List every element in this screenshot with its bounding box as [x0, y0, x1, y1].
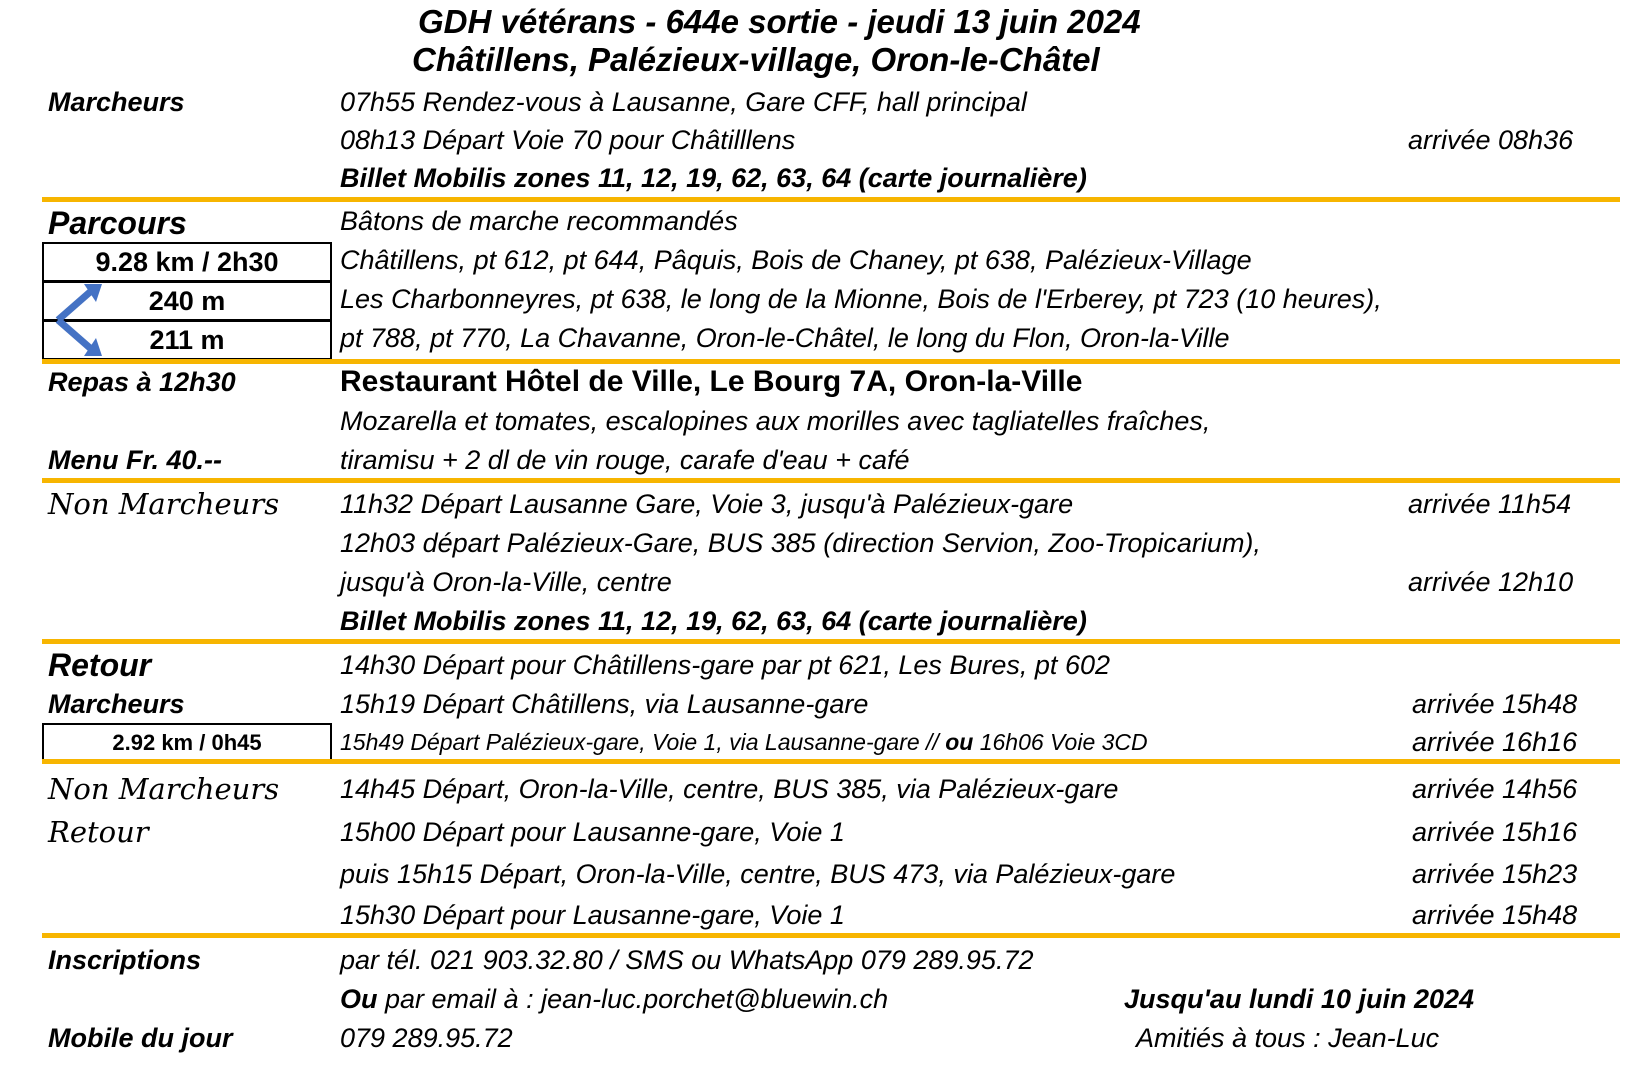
divider [42, 759, 1620, 764]
nm-retour-line-3: puis 15h15 Départ, Oron-la-Ville, centre, BUS 473, via Palézieux-gare [340, 859, 1176, 889]
parcours-distance: 9.28 km / 2h30 [95, 247, 279, 277]
mobile-number: 079 289.95.72 [340, 1023, 513, 1053]
non-marcheurs-line-1: 11h32 Départ Lausanne Gare, Voie 3, jusqu'à Palézieux-gare [340, 489, 1074, 519]
nm-retour-arrival-1: arrivée 14h56 [1412, 774, 1578, 804]
parcours-line-2: Châtillens, pt 612, pt 644, Pâquis, Bois de Chaney, pt 638, Palézieux-Village [340, 245, 1252, 275]
nm-retour-arrival-4: arrivée 15h48 [1412, 900, 1578, 930]
parcours-ascent: 240 m [148, 286, 226, 316]
section-label-marcheurs: Marcheurs [48, 87, 185, 117]
non-marcheurs-ticket: Billet Mobilis zones 11, 12, 19, 62, 63, 64 (carte journalière) [340, 606, 1087, 636]
nm-retour-line-4: 15h30 Départ pour Lausanne-gare, Voie 1 [340, 900, 845, 930]
retour-sublabel-marcheurs: Marcheurs [48, 689, 185, 719]
mobile-label: Mobile du jour [48, 1023, 233, 1053]
inscriptions-phone-line: par tél. 021 903.32.80 / SMS ou WhatsApp 079 289.95.72 [340, 945, 1034, 975]
menu-price: Menu Fr. 40.-- [48, 445, 223, 475]
elevation-arrows-icon [50, 282, 106, 358]
section-label-non-marcheurs-retour: Non Marcheurs [48, 772, 280, 806]
retour-distance-box [42, 723, 332, 763]
inscriptions-email: par email à : jean-luc.porchet@bluewin.ch [377, 984, 889, 1014]
non-marcheurs-arrival-1: arrivée 11h54 [1408, 489, 1572, 519]
retour-distance: 2.92 km / 0h45 [112, 730, 262, 755]
divider [42, 639, 1620, 644]
parcours-distance-box [42, 242, 332, 282]
retour-arrival-2: arrivée 15h48 [1412, 689, 1578, 719]
inscriptions-email-line [340, 983, 888, 1015]
parcours-line-1: Bâtons de marche recommandés [340, 206, 738, 236]
divider [42, 478, 1620, 483]
retour-line-2: 15h19 Départ Châtillens, via Lausanne-gare [340, 689, 869, 719]
nm-retour-line-1: 14h45 Départ, Oron-la-Ville, centre, BUS 385, via Palézieux-gare [340, 774, 1119, 804]
section-label-repas: Repas à 12h30 [48, 367, 236, 397]
section-label-parcours: Parcours [48, 205, 187, 241]
retour-line-3-part-1: 15h49 Départ Palézieux-gare, Voie 1, via Lausanne-gare // [340, 729, 946, 755]
marcheurs-ticket: Billet Mobilis zones 11, 12, 19, 62, 63, 64 (carte journalière) [340, 163, 1087, 193]
restaurant-name: Restaurant Hôtel de Ville, Le Bourg 7A, Oron-la-Ville [340, 365, 1083, 398]
retour-line-3-or: ou [945, 729, 974, 755]
menu-line-2: tiramisu + 2 dl de vin rouge, carafe d'eau + café [340, 445, 910, 475]
retour-line-3 [340, 726, 1148, 758]
nm-retour-line-2: 15h00 Départ pour Lausanne-gare, Voie 1 [340, 817, 845, 847]
marcheurs-arrival: arrivée 08h36 [1408, 125, 1574, 155]
signature: Amitiés à tous : Jean-Luc [1136, 1023, 1440, 1053]
nm-retour-arrival-2: arrivée 15h16 [1412, 817, 1578, 847]
retour-line-1: 14h30 Départ pour Châtillens-gare par pt 621, Les Bures, pt 602 [340, 650, 1110, 680]
divider [42, 933, 1620, 938]
section-label-non-marcheurs: Non Marcheurs [48, 487, 280, 521]
non-marcheurs-line-3: jusqu'à Oron-la-Ville, centre [340, 567, 672, 597]
title-line-2: Châtillens, Palézieux-village, Oron-le-Châtel [412, 41, 1100, 78]
non-marcheurs-line-2: 12h03 départ Palézieux-Gare, BUS 385 (direction Servion, Zoo-Tropicarium), [340, 528, 1261, 558]
marcheurs-line-1: 07h55 Rendez-vous à Lausanne, Gare CFF, hall principal [340, 87, 1027, 117]
inscriptions-or: Ou [340, 984, 378, 1014]
divider [42, 197, 1620, 202]
menu-line-1: Mozarella et tomates, escalopines aux morilles avec tagliatelles fraîches, [340, 406, 1211, 436]
section-label-inscriptions: Inscriptions [48, 945, 202, 975]
nm-retour-arrival-3: arrivée 15h23 [1412, 859, 1578, 889]
section-sublabel-retour: Retour [48, 815, 149, 849]
parcours-descent: 211 m [149, 325, 225, 355]
retour-arrival-3: arrivée 16h16 [1412, 727, 1578, 757]
retour-line-3-part-2: 16h06 Voie 3CD [973, 729, 1148, 755]
parcours-line-3: Les Charbonneyres, pt 638, le long de la Mionne, Bois de l'Erberey, pt 723 (10 heures), [340, 284, 1382, 314]
inscriptions-deadline: Jusqu'au lundi 10 juin 2024 [1124, 984, 1475, 1014]
marcheurs-line-2: 08h13 Départ Voie 70 pour Châtilllens [340, 125, 796, 155]
title-line-1: GDH vétérans - 644e sortie - jeudi 13 juin 2024 [418, 3, 1141, 40]
parcours-line-4: pt 788, pt 770, La Chavanne, Oron-le-Châtel, le long du Flon, Oron-la-Ville [340, 323, 1230, 353]
non-marcheurs-arrival-2: arrivée 12h10 [1408, 567, 1574, 597]
section-label-retour: Retour [48, 647, 152, 683]
